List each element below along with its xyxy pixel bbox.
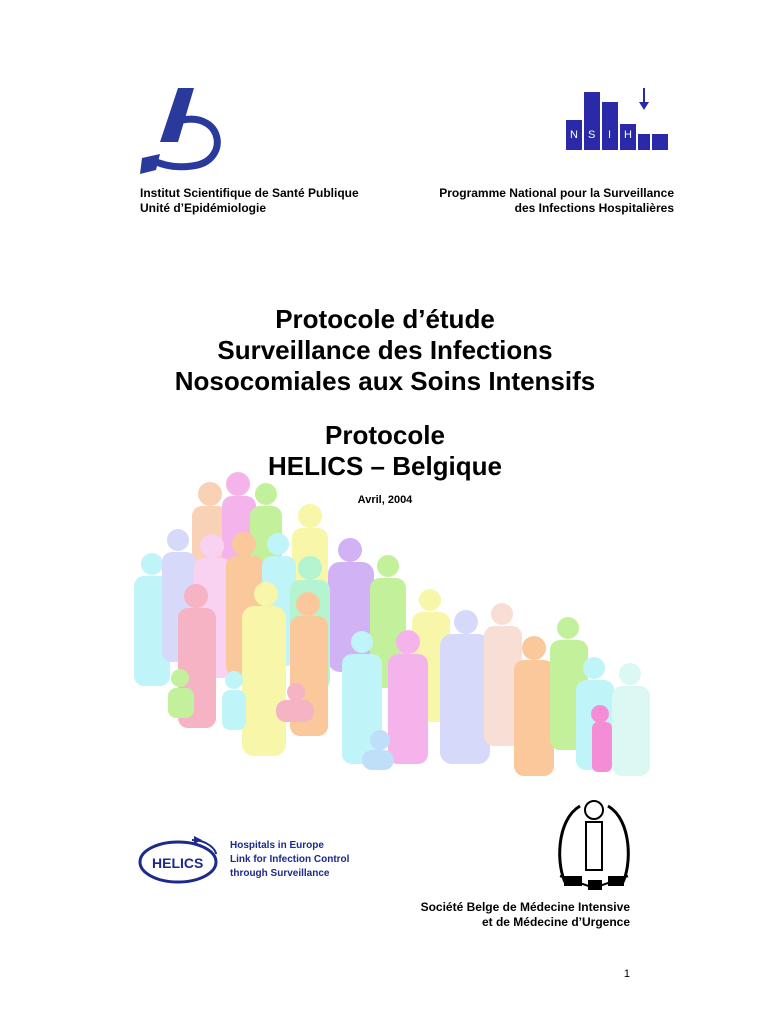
nsih-letter-h: H	[624, 129, 632, 141]
nsih-name-line2: des Infections Hospitalières	[514, 201, 674, 215]
header-right	[380, 186, 674, 216]
title-line-5: HELICS – Belgique	[267, 451, 503, 481]
society-line-2: et de Médecine d’Urgence	[481, 915, 630, 929]
isp-unit: Unité d’Epidémiologie	[140, 201, 267, 215]
isp-name: Institut Scientifique de Santé Publique	[140, 186, 359, 200]
society-logo	[552, 796, 636, 894]
isp-logo	[138, 84, 230, 180]
helics-tagline-1: Hospitals in Europe	[230, 840, 324, 851]
title-line-4: Protocole	[325, 420, 445, 450]
title-line-1: Protocole d’étude	[275, 304, 495, 334]
title-line-3: Nosocomiales aux Soins Intensifs	[174, 366, 596, 396]
header-left	[140, 186, 359, 216]
nsih-letter-n: N	[570, 129, 578, 141]
helics-tagline-3: through Surveillance	[230, 868, 330, 879]
nsih-name-line1: Programme National pour la Surveillance	[439, 186, 674, 200]
nsih-logo	[562, 86, 672, 152]
helics-logo-name: HELICS	[152, 855, 204, 871]
document-title	[0, 304, 770, 397]
document-date: Avril, 2004	[357, 494, 413, 506]
nsih-letter-s: S	[588, 129, 596, 141]
nsih-letter-i: I	[608, 129, 612, 141]
page-number: 1	[623, 968, 630, 980]
title-line-2: Surveillance des Infections	[217, 335, 553, 365]
helics-tagline-2: Link for Infection Control	[230, 854, 350, 865]
society-line-1: Société Belge de Médecine Intensive	[420, 900, 630, 914]
people-illustration	[130, 466, 660, 780]
society-name	[360, 900, 630, 930]
helics-logo	[138, 832, 370, 888]
